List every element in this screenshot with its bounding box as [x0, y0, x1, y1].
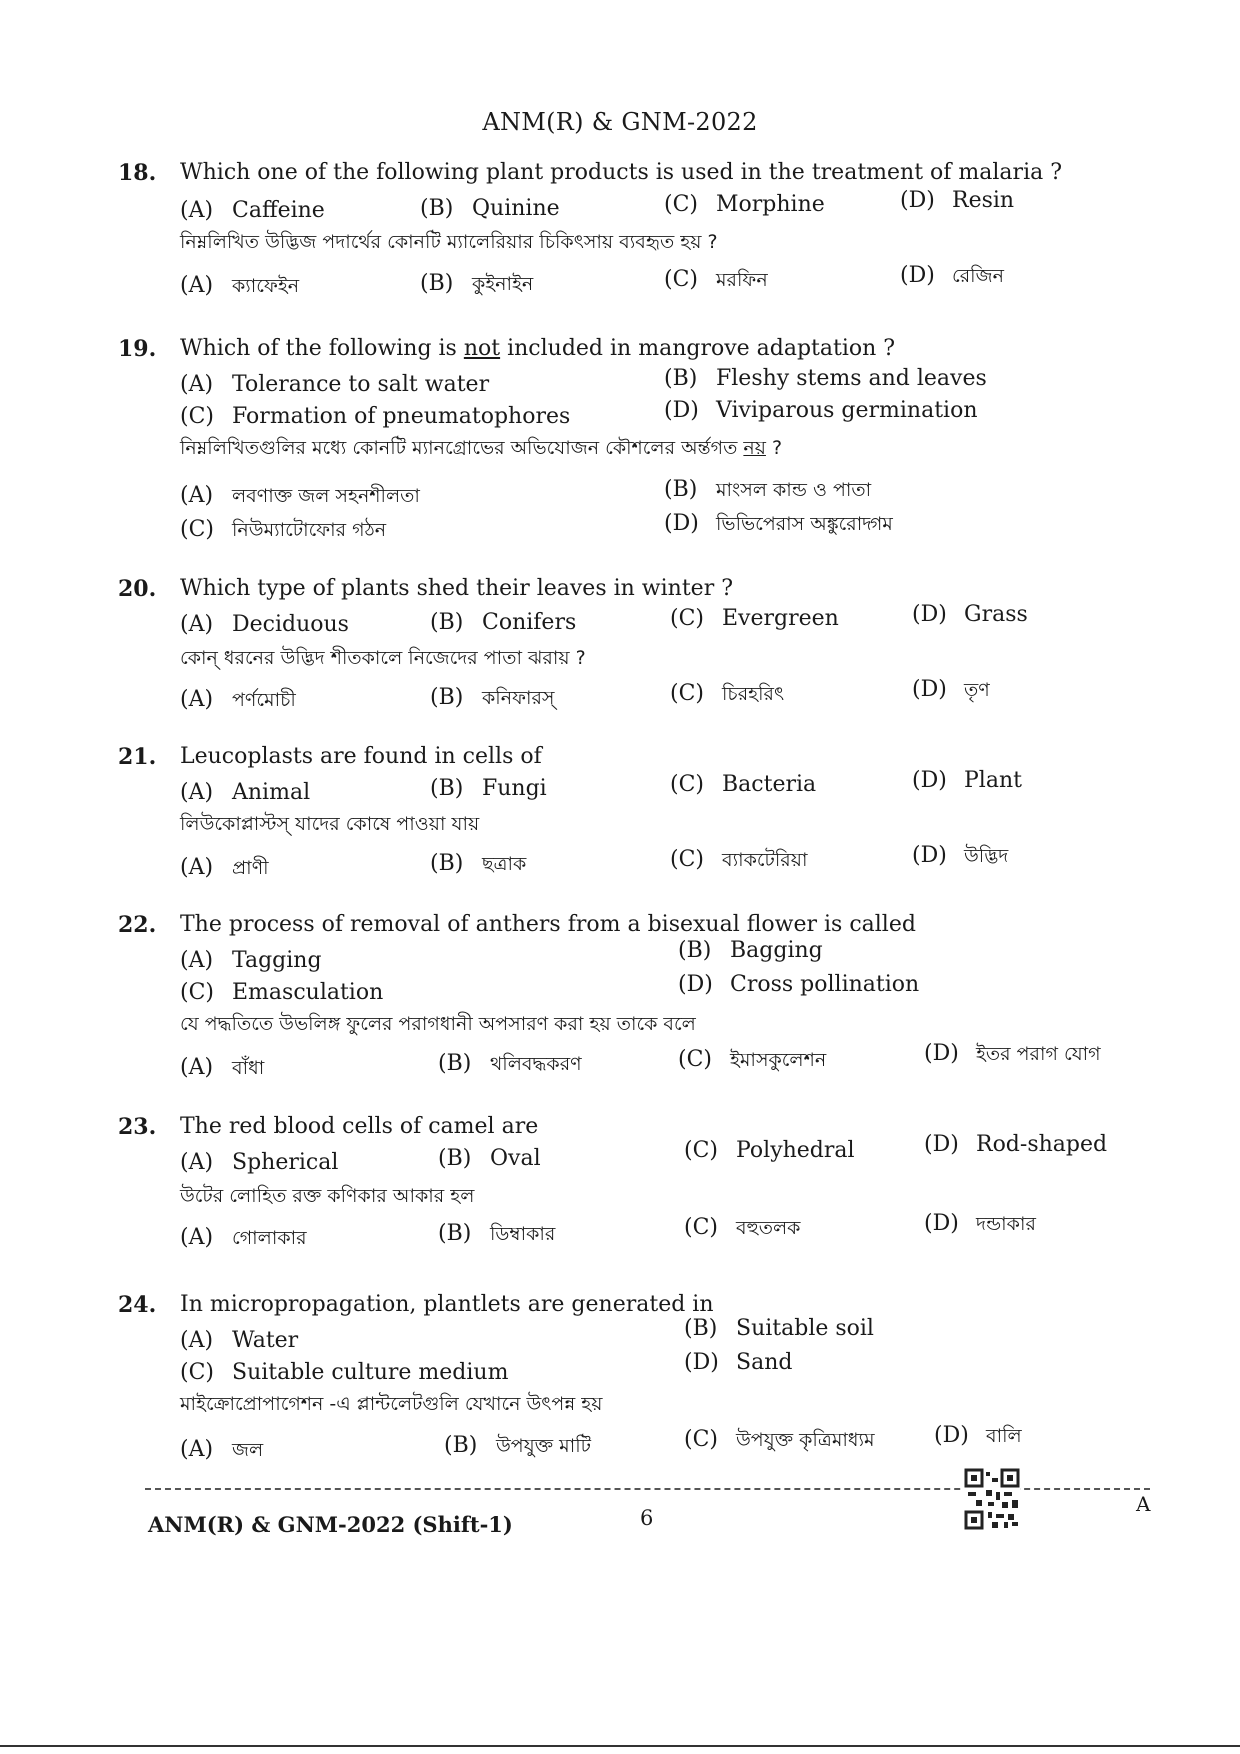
question-text-en: Which type of plants shed their leaves in winter ?: [180, 576, 734, 601]
question-text-en: Which of the following is not included in mangrove adaptation ?: [180, 336, 896, 361]
option-c-bn: (C) চিরহরিৎ: [670, 681, 785, 706]
question-22: [118, 912, 1138, 1092]
option-b-bn: (B) কনিফারস্: [430, 685, 555, 710]
question-19: [118, 336, 1138, 542]
option-a-bn: (A) গোলাকার: [180, 1225, 307, 1250]
question-number: 24.: [118, 1292, 157, 1318]
option-b-bn: (B) থলিবদ্ধকরণ: [438, 1051, 582, 1076]
option-c-bn: (C) নিউম্যাটোফোর গঠন: [180, 517, 387, 542]
option-c-en: (C) Evergreen: [670, 606, 839, 631]
option-d-bn: (D) রেজিন: [900, 263, 1004, 288]
option-a-bn: (A) লবণাক্ত জল সহনশীলতা: [180, 483, 420, 508]
question-20: [118, 576, 1138, 716]
option-c-en: (C) Suitable culture medium: [180, 1360, 509, 1385]
option-d-bn: (D) ভিভিপেরাস অঙ্কুরোদ্গম: [664, 511, 893, 536]
option-c-bn: (C) বহুতলক: [684, 1215, 801, 1240]
option-a-bn: (A) প্রাণী: [180, 855, 269, 880]
question-text-bn: যে পদ্ধতিতে উভলিঙ্গ ফুলের পরাগধানী অপসারণ করা হয় তাকে বলে: [180, 1013, 696, 1035]
question-number: 18.: [118, 160, 157, 186]
question-text-bn: লিউকোপ্লাস্টস্ যাদের কোষে পাওয়া যায়: [180, 813, 480, 835]
option-d-en: (D) Plant: [912, 768, 1022, 793]
option-a-en: (A) Tolerance to salt water: [180, 372, 490, 397]
question-text-bn: উটের লোহিত রক্ত কণিকার আকার হল: [180, 1185, 475, 1207]
option-d-en: (D) Grass: [912, 602, 1028, 627]
option-a-en: (A) Tagging: [180, 948, 322, 973]
option-d-en: (D) Cross pollination: [678, 972, 920, 997]
option-c-bn: (C) ব্যাকটেরিয়া: [670, 847, 808, 872]
question-text-bn: মাইক্রোপ্রোপাগেশন -এ প্লান্টলেটগুলি যেখানে উৎপন্ন হয়: [180, 1393, 603, 1415]
option-b-bn: (B) ছত্রাক: [430, 851, 527, 876]
option-c-bn: (C) মরফিন: [664, 267, 768, 292]
question-text-bn: কোন্ ধরনের উদ্ভিদ শীতকালে নিজেদের পাতা ঝরায় ?: [180, 647, 586, 669]
option-c-en: (C) Bacteria: [670, 772, 817, 797]
question-text-en: The process of removal of anthers from a bisexual flower is called: [180, 912, 916, 937]
option-b-en: (B) Fleshy stems and leaves: [664, 366, 987, 391]
page-number: 6: [640, 1506, 654, 1530]
option-b-en: (B) Quinine: [420, 196, 560, 221]
option-a-en: (A) Water: [180, 1328, 299, 1353]
option-b-bn: (B) উপযুক্ত মাটি: [444, 1433, 591, 1458]
option-b-en: (B) Conifers: [430, 610, 577, 635]
question-number: 20.: [118, 576, 157, 602]
option-d-en: (D) Rod-shaped: [924, 1132, 1108, 1157]
set-code: A: [1136, 1492, 1151, 1516]
option-d-bn: (D) উদ্ভিদ: [912, 843, 1009, 868]
question-text-en: The red blood cells of camel are: [180, 1114, 539, 1139]
qr-code-icon: [964, 1468, 1020, 1530]
question-text-en: In micropropagation, plantlets are generated in: [180, 1292, 714, 1317]
question-18: [118, 160, 1138, 310]
option-d-bn: (D) দন্ডাকার: [924, 1211, 1036, 1236]
option-a-bn: (A) ক্যাফেইন: [180, 273, 300, 298]
question-23: [118, 1114, 1138, 1254]
option-d-en: (D) Sand: [684, 1350, 793, 1375]
page-bottom-border: [0, 1745, 1240, 1747]
question-text-bn: নিম্নলিখিত উদ্ভিজ পদার্থের কোনটি ম্যালেরিয়ার চিকিৎসায় ব্যবহৃত হয় ?: [180, 231, 718, 253]
option-a-bn: (A) পর্ণমোচী: [180, 687, 296, 712]
option-b-en: (B) Fungi: [430, 776, 547, 801]
question-text-en: Which one of the following plant products is used in the treatment of malaria ?: [180, 160, 1063, 185]
option-a-en: (A) Animal: [180, 780, 311, 805]
option-c-en: (C) Polyhedral: [684, 1138, 855, 1163]
question-number: 23.: [118, 1114, 157, 1140]
option-b-en: (B) Bagging: [678, 938, 823, 963]
option-a-en: (A) Caffeine: [180, 198, 325, 223]
option-a-en: (A) Deciduous: [180, 612, 349, 637]
question-number: 21.: [118, 744, 157, 770]
option-d-bn: (D) বালি: [934, 1423, 1022, 1448]
question-text-bn: নিম্নলিখিতগুলির মধ্যে কোনটি ম্যানগ্রোভের অভিযোজন কৌশলের অর্ন্তগত নয় ?: [180, 437, 783, 459]
question-number: 19.: [118, 336, 157, 362]
option-a-bn: (A) বাঁধা: [180, 1055, 265, 1080]
option-d-en: (D) Viviparous germination: [664, 398, 978, 423]
option-c-en: (C) Morphine: [664, 192, 825, 217]
option-c-en: (C) Formation of pneumatophores: [180, 404, 571, 429]
option-a-en: (A) Spherical: [180, 1150, 339, 1175]
question-21: [118, 744, 1138, 884]
option-c-bn: (C) উপযুক্ত কৃত্রিমাধ্যম: [684, 1427, 875, 1452]
question-number: 22.: [118, 912, 157, 938]
option-d-bn: (D) ইতর পরাগ যোগ: [924, 1041, 1101, 1066]
option-b-en: (B) Oval: [438, 1146, 541, 1171]
option-d-en: (D) Resin: [900, 188, 1015, 213]
footer-exam-name: ANM(R) & GNM-2022 (Shift-1): [148, 1512, 513, 1537]
option-b-bn: (B) ডিম্বাকার: [438, 1221, 556, 1246]
option-d-bn: (D) তৃণ: [912, 677, 990, 702]
option-a-bn: (A) জল: [180, 1437, 264, 1462]
question-24: [118, 1292, 1138, 1472]
question-text-en: Leucoplasts are found in cells of: [180, 744, 542, 769]
page-header: ANM(R) & GNM-2022: [482, 108, 758, 136]
option-c-en: (C) Emasculation: [180, 980, 384, 1005]
option-b-en: (B) Suitable soil: [684, 1316, 874, 1341]
option-b-bn: (B) মাংসল কান্ড ও পাতা: [664, 477, 872, 502]
option-b-bn: (B) কুইনাইন: [420, 271, 534, 296]
option-c-bn: (C) ইমাসকুলেশন: [678, 1047, 827, 1072]
